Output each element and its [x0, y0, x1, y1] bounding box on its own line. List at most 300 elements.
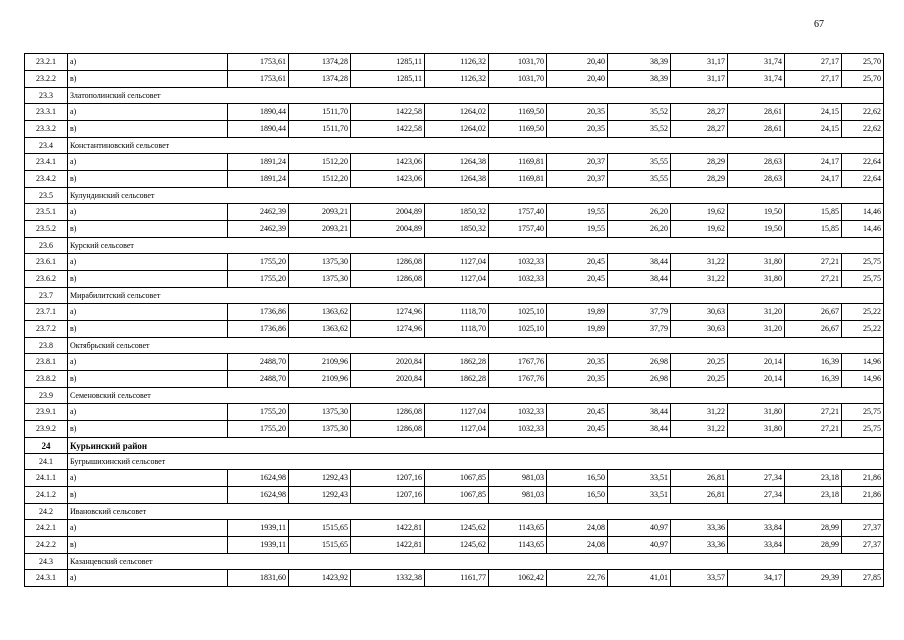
value-cell: 1939,11 — [228, 537, 289, 554]
table-row — [25, 404, 884, 421]
value-cell: 1890,44 — [228, 104, 289, 121]
value-cell: 2004,89 — [351, 204, 425, 221]
value-cell: 14,96 — [842, 354, 884, 371]
value-cell: 35,55 — [608, 154, 671, 171]
section-row — [25, 288, 884, 304]
row-code: 23.7.2 — [25, 321, 68, 338]
value-cell: 35,55 — [608, 171, 671, 188]
value-cell: 14,96 — [842, 371, 884, 388]
value-cell: 27,21 — [785, 271, 842, 288]
section-title: Семеновский сельсовет — [68, 388, 884, 404]
value-cell: 24,17 — [785, 171, 842, 188]
value-cell: 25,75 — [842, 271, 884, 288]
value-cell: 37,79 — [608, 304, 671, 321]
value-cell: 33,57 — [671, 570, 728, 587]
value-cell: 1169,50 — [489, 104, 547, 121]
row-code: 24.1.1 — [25, 470, 68, 487]
row-code: 23.4.1 — [25, 154, 68, 171]
value-cell: 26,20 — [608, 204, 671, 221]
section-row — [25, 388, 884, 404]
value-cell: 1292,43 — [289, 487, 351, 504]
row-label: а) — [68, 204, 228, 221]
value-cell: 38,44 — [608, 404, 671, 421]
value-cell: 15,85 — [785, 221, 842, 238]
row-label: в) — [68, 537, 228, 554]
value-cell: 1127,04 — [425, 421, 489, 438]
table-row — [25, 71, 884, 88]
value-cell: 2020,84 — [351, 371, 425, 388]
value-cell: 27,21 — [785, 404, 842, 421]
value-cell: 35,52 — [608, 121, 671, 138]
row-label: в) — [68, 371, 228, 388]
value-cell: 1374,28 — [289, 71, 351, 88]
value-cell: 35,52 — [608, 104, 671, 121]
value-cell: 1126,32 — [425, 71, 489, 88]
value-cell: 31,74 — [728, 71, 785, 88]
row-label: а) — [68, 570, 228, 587]
value-cell: 20,40 — [547, 71, 608, 88]
row-label: в) — [68, 487, 228, 504]
table-row — [25, 154, 884, 171]
value-cell: 1862,28 — [425, 371, 489, 388]
row-label: а) — [68, 404, 228, 421]
value-cell: 1264,38 — [425, 154, 489, 171]
row-code: 23.4.2 — [25, 171, 68, 188]
value-cell: 19,55 — [547, 221, 608, 238]
value-cell: 1422,58 — [351, 104, 425, 121]
value-cell: 20,45 — [547, 421, 608, 438]
value-cell: 1169,81 — [489, 154, 547, 171]
section-title: Кулундинский сельсовет — [68, 188, 884, 204]
value-cell: 1767,76 — [489, 371, 547, 388]
value-cell: 27,37 — [842, 520, 884, 537]
value-cell: 1624,98 — [228, 470, 289, 487]
row-code: 23.7 — [25, 288, 68, 304]
row-code: 24.3.1 — [25, 570, 68, 587]
table-row — [25, 470, 884, 487]
value-cell: 1375,30 — [289, 271, 351, 288]
row-code: 23.7.1 — [25, 304, 68, 321]
value-cell: 24,08 — [547, 520, 608, 537]
value-cell: 1423,06 — [351, 171, 425, 188]
section-row — [25, 338, 884, 354]
value-cell: 1831,60 — [228, 570, 289, 587]
value-cell: 1032,33 — [489, 271, 547, 288]
value-cell: 31,80 — [728, 404, 785, 421]
value-cell: 1127,04 — [425, 271, 489, 288]
row-code: 24.2.1 — [25, 520, 68, 537]
section-title: Златополинский сельсовет — [68, 88, 884, 104]
value-cell: 28,27 — [671, 121, 728, 138]
value-cell: 1422,81 — [351, 520, 425, 537]
section-title: Курьинский район — [68, 438, 884, 454]
row-label: в) — [68, 121, 228, 138]
row-label: а) — [68, 304, 228, 321]
value-cell: 20,37 — [547, 154, 608, 171]
value-cell: 1422,81 — [351, 537, 425, 554]
value-cell: 33,51 — [608, 470, 671, 487]
row-code: 24.1.2 — [25, 487, 68, 504]
row-code: 23.2.1 — [25, 54, 68, 71]
value-cell: 2109,96 — [289, 371, 351, 388]
row-code: 24.2 — [25, 504, 68, 520]
row-code: 23.3.1 — [25, 104, 68, 121]
value-cell: 1025,10 — [489, 304, 547, 321]
value-cell: 1285,11 — [351, 54, 425, 71]
value-cell: 1032,33 — [489, 254, 547, 271]
section-title: Курский сельсовет — [68, 238, 884, 254]
value-cell: 981,03 — [489, 470, 547, 487]
value-cell: 21,86 — [842, 487, 884, 504]
value-cell: 1515,65 — [289, 537, 351, 554]
row-label: в) — [68, 171, 228, 188]
value-cell: 31,22 — [671, 271, 728, 288]
value-cell: 1292,43 — [289, 470, 351, 487]
table-row — [25, 487, 884, 504]
table-row — [25, 104, 884, 121]
value-cell: 38,39 — [608, 71, 671, 88]
value-cell: 1169,50 — [489, 121, 547, 138]
value-cell: 28,61 — [728, 104, 785, 121]
row-code: 23.2.2 — [25, 71, 68, 88]
value-cell: 1207,16 — [351, 470, 425, 487]
value-cell: 33,36 — [671, 537, 728, 554]
table-row — [25, 570, 884, 587]
page-number: 67 — [814, 19, 824, 30]
value-cell: 30,63 — [671, 304, 728, 321]
value-cell: 25,75 — [842, 254, 884, 271]
value-cell: 31,74 — [728, 54, 785, 71]
value-cell: 26,98 — [608, 371, 671, 388]
row-code: 23.4 — [25, 138, 68, 154]
value-cell: 27,17 — [785, 71, 842, 88]
row-code: 23.3 — [25, 88, 68, 104]
value-cell: 26,81 — [671, 487, 728, 504]
value-cell: 40,97 — [608, 520, 671, 537]
value-cell: 23,18 — [785, 470, 842, 487]
value-cell: 16,39 — [785, 371, 842, 388]
value-cell: 31,17 — [671, 54, 728, 71]
row-label: в) — [68, 421, 228, 438]
value-cell: 19,62 — [671, 221, 728, 238]
value-cell: 1753,61 — [228, 54, 289, 71]
row-label: в) — [68, 71, 228, 88]
value-cell: 1118,70 — [425, 321, 489, 338]
value-cell: 38,44 — [608, 254, 671, 271]
value-cell: 24,15 — [785, 121, 842, 138]
value-cell: 1032,33 — [489, 404, 547, 421]
value-cell: 25,75 — [842, 421, 884, 438]
value-cell: 1363,62 — [289, 304, 351, 321]
value-cell: 25,22 — [842, 321, 884, 338]
value-cell: 26,67 — [785, 304, 842, 321]
value-cell: 16,39 — [785, 354, 842, 371]
value-cell: 20,37 — [547, 171, 608, 188]
table-row — [25, 221, 884, 238]
value-cell: 20,35 — [547, 104, 608, 121]
value-cell: 1126,32 — [425, 54, 489, 71]
value-cell: 31,80 — [728, 421, 785, 438]
value-cell: 33,84 — [728, 520, 785, 537]
value-cell: 1890,44 — [228, 121, 289, 138]
value-cell: 1422,58 — [351, 121, 425, 138]
row-code: 23.9.2 — [25, 421, 68, 438]
value-cell: 1286,08 — [351, 421, 425, 438]
value-cell: 1245,62 — [425, 537, 489, 554]
value-cell: 1755,20 — [228, 421, 289, 438]
row-code: 23.5.2 — [25, 221, 68, 238]
row-label: а) — [68, 520, 228, 537]
row-code: 23.8.2 — [25, 371, 68, 388]
row-label: а) — [68, 470, 228, 487]
value-cell: 27,21 — [785, 254, 842, 271]
value-cell: 1375,30 — [289, 254, 351, 271]
value-cell: 20,45 — [547, 254, 608, 271]
value-cell: 33,51 — [608, 487, 671, 504]
value-cell: 31,80 — [728, 271, 785, 288]
value-cell: 1423,92 — [289, 570, 351, 587]
value-cell: 1067,85 — [425, 487, 489, 504]
value-cell: 2488,70 — [228, 371, 289, 388]
value-cell: 20,45 — [547, 404, 608, 421]
tariff-table — [24, 53, 884, 587]
value-cell: 31,22 — [671, 404, 728, 421]
value-cell: 33,36 — [671, 520, 728, 537]
table-row — [25, 171, 884, 188]
value-cell: 1891,24 — [228, 154, 289, 171]
row-code: 23.6.1 — [25, 254, 68, 271]
value-cell: 20,35 — [547, 371, 608, 388]
value-cell: 25,70 — [842, 71, 884, 88]
value-cell: 1850,32 — [425, 221, 489, 238]
value-cell: 981,03 — [489, 487, 547, 504]
value-cell: 1891,24 — [228, 171, 289, 188]
value-cell: 1127,04 — [425, 404, 489, 421]
section-title: Константиновский сельсовет — [68, 138, 884, 154]
row-label: в) — [68, 321, 228, 338]
value-cell: 1264,38 — [425, 171, 489, 188]
value-cell: 38,44 — [608, 421, 671, 438]
value-cell: 28,61 — [728, 121, 785, 138]
value-cell: 28,99 — [785, 537, 842, 554]
value-cell: 1511,70 — [289, 121, 351, 138]
table-row — [25, 371, 884, 388]
value-cell: 1207,16 — [351, 487, 425, 504]
value-cell: 19,62 — [671, 204, 728, 221]
value-cell: 28,29 — [671, 171, 728, 188]
section-title: Ивановский сельсовет — [68, 504, 884, 520]
value-cell: 27,17 — [785, 54, 842, 71]
value-cell: 29,39 — [785, 570, 842, 587]
value-cell: 1025,10 — [489, 321, 547, 338]
table-row — [25, 204, 884, 221]
section-row — [25, 554, 884, 570]
table-row — [25, 254, 884, 271]
section-row — [25, 238, 884, 254]
section-row — [25, 88, 884, 104]
value-cell: 1264,02 — [425, 121, 489, 138]
row-label: а) — [68, 104, 228, 121]
table-row — [25, 271, 884, 288]
value-cell: 1757,40 — [489, 204, 547, 221]
table-row — [25, 421, 884, 438]
value-cell: 21,86 — [842, 470, 884, 487]
value-cell: 27,34 — [728, 470, 785, 487]
table-row — [25, 537, 884, 554]
value-cell: 1245,62 — [425, 520, 489, 537]
value-cell: 1755,20 — [228, 271, 289, 288]
value-cell: 2462,39 — [228, 204, 289, 221]
row-code: 23.8.1 — [25, 354, 68, 371]
value-cell: 1363,62 — [289, 321, 351, 338]
value-cell: 28,63 — [728, 171, 785, 188]
row-label: а) — [68, 54, 228, 71]
value-cell: 1143,65 — [489, 537, 547, 554]
section-row — [25, 138, 884, 154]
row-code: 23.3.2 — [25, 121, 68, 138]
value-cell: 27,37 — [842, 537, 884, 554]
value-cell: 20,35 — [547, 121, 608, 138]
value-cell: 1332,38 — [351, 570, 425, 587]
section-row — [25, 438, 884, 454]
value-cell: 20,14 — [728, 371, 785, 388]
value-cell: 2109,96 — [289, 354, 351, 371]
row-label: а) — [68, 354, 228, 371]
table-row — [25, 54, 884, 71]
value-cell: 20,25 — [671, 354, 728, 371]
table-row — [25, 121, 884, 138]
row-label: а) — [68, 254, 228, 271]
value-cell: 37,79 — [608, 321, 671, 338]
value-cell: 1264,02 — [425, 104, 489, 121]
value-cell: 1169,81 — [489, 171, 547, 188]
value-cell: 1286,08 — [351, 404, 425, 421]
value-cell: 22,64 — [842, 154, 884, 171]
value-cell: 1127,04 — [425, 254, 489, 271]
value-cell: 2093,21 — [289, 204, 351, 221]
value-cell: 14,46 — [842, 204, 884, 221]
value-cell: 1624,98 — [228, 487, 289, 504]
value-cell: 26,98 — [608, 354, 671, 371]
row-code: 23.6 — [25, 238, 68, 254]
value-cell: 1375,30 — [289, 421, 351, 438]
value-cell: 16,50 — [547, 470, 608, 487]
value-cell: 28,27 — [671, 104, 728, 121]
value-cell: 1274,96 — [351, 321, 425, 338]
row-code: 23.5 — [25, 188, 68, 204]
section-title: Октябрьский сельсовет — [68, 338, 884, 354]
value-cell: 1286,08 — [351, 271, 425, 288]
value-cell: 19,50 — [728, 221, 785, 238]
value-cell: 14,46 — [842, 221, 884, 238]
value-cell: 19,55 — [547, 204, 608, 221]
value-cell: 15,85 — [785, 204, 842, 221]
section-row — [25, 504, 884, 520]
value-cell: 26,81 — [671, 470, 728, 487]
value-cell: 30,63 — [671, 321, 728, 338]
value-cell: 22,64 — [842, 171, 884, 188]
value-cell: 1143,65 — [489, 520, 547, 537]
value-cell: 25,70 — [842, 54, 884, 71]
value-cell: 20,25 — [671, 371, 728, 388]
row-code: 24 — [25, 438, 68, 454]
value-cell: 31,80 — [728, 254, 785, 271]
row-code: 23.8 — [25, 338, 68, 354]
value-cell: 31,20 — [728, 321, 785, 338]
value-cell: 24,17 — [785, 154, 842, 171]
value-cell: 28,99 — [785, 520, 842, 537]
table-row — [25, 520, 884, 537]
value-cell: 31,17 — [671, 71, 728, 88]
value-cell: 1736,86 — [228, 304, 289, 321]
value-cell: 1862,28 — [425, 354, 489, 371]
table-row — [25, 321, 884, 338]
value-cell: 1755,20 — [228, 404, 289, 421]
section-title: Казанцевский сельсовет — [68, 554, 884, 570]
value-cell: 38,39 — [608, 54, 671, 71]
value-cell: 31,22 — [671, 421, 728, 438]
value-cell: 1062,42 — [489, 570, 547, 587]
value-cell: 27,34 — [728, 487, 785, 504]
value-cell: 23,18 — [785, 487, 842, 504]
value-cell: 2093,21 — [289, 221, 351, 238]
row-code: 24.1 — [25, 454, 68, 470]
value-cell: 19,89 — [547, 304, 608, 321]
value-cell: 28,63 — [728, 154, 785, 171]
value-cell: 20,45 — [547, 271, 608, 288]
table-row — [25, 354, 884, 371]
value-cell: 22,76 — [547, 570, 608, 587]
value-cell: 1285,11 — [351, 71, 425, 88]
value-cell: 1032,33 — [489, 421, 547, 438]
value-cell: 1850,32 — [425, 204, 489, 221]
value-cell: 34,17 — [728, 570, 785, 587]
value-cell: 1286,08 — [351, 254, 425, 271]
value-cell: 1031,70 — [489, 54, 547, 71]
row-code: 23.6.2 — [25, 271, 68, 288]
value-cell: 1757,40 — [489, 221, 547, 238]
value-cell: 1118,70 — [425, 304, 489, 321]
value-cell: 1423,06 — [351, 154, 425, 171]
value-cell: 2488,70 — [228, 354, 289, 371]
value-cell: 26,67 — [785, 321, 842, 338]
value-cell: 1755,20 — [228, 254, 289, 271]
value-cell: 31,22 — [671, 254, 728, 271]
value-cell: 27,21 — [785, 421, 842, 438]
value-cell: 20,40 — [547, 54, 608, 71]
row-code: 23.5.1 — [25, 204, 68, 221]
value-cell: 1767,76 — [489, 354, 547, 371]
value-cell: 1511,70 — [289, 104, 351, 121]
value-cell: 2020,84 — [351, 354, 425, 371]
section-row — [25, 454, 884, 470]
value-cell: 20,14 — [728, 354, 785, 371]
value-cell: 33,84 — [728, 537, 785, 554]
value-cell: 19,89 — [547, 321, 608, 338]
value-cell: 25,75 — [842, 404, 884, 421]
value-cell: 1374,28 — [289, 54, 351, 71]
row-code: 23.9.1 — [25, 404, 68, 421]
value-cell: 28,29 — [671, 154, 728, 171]
value-cell: 1515,65 — [289, 520, 351, 537]
value-cell: 40,97 — [608, 537, 671, 554]
value-cell: 22,62 — [842, 121, 884, 138]
row-label: в) — [68, 221, 228, 238]
value-cell: 1512,20 — [289, 154, 351, 171]
row-code: 23.9 — [25, 388, 68, 404]
value-cell: 20,35 — [547, 354, 608, 371]
section-row — [25, 188, 884, 204]
